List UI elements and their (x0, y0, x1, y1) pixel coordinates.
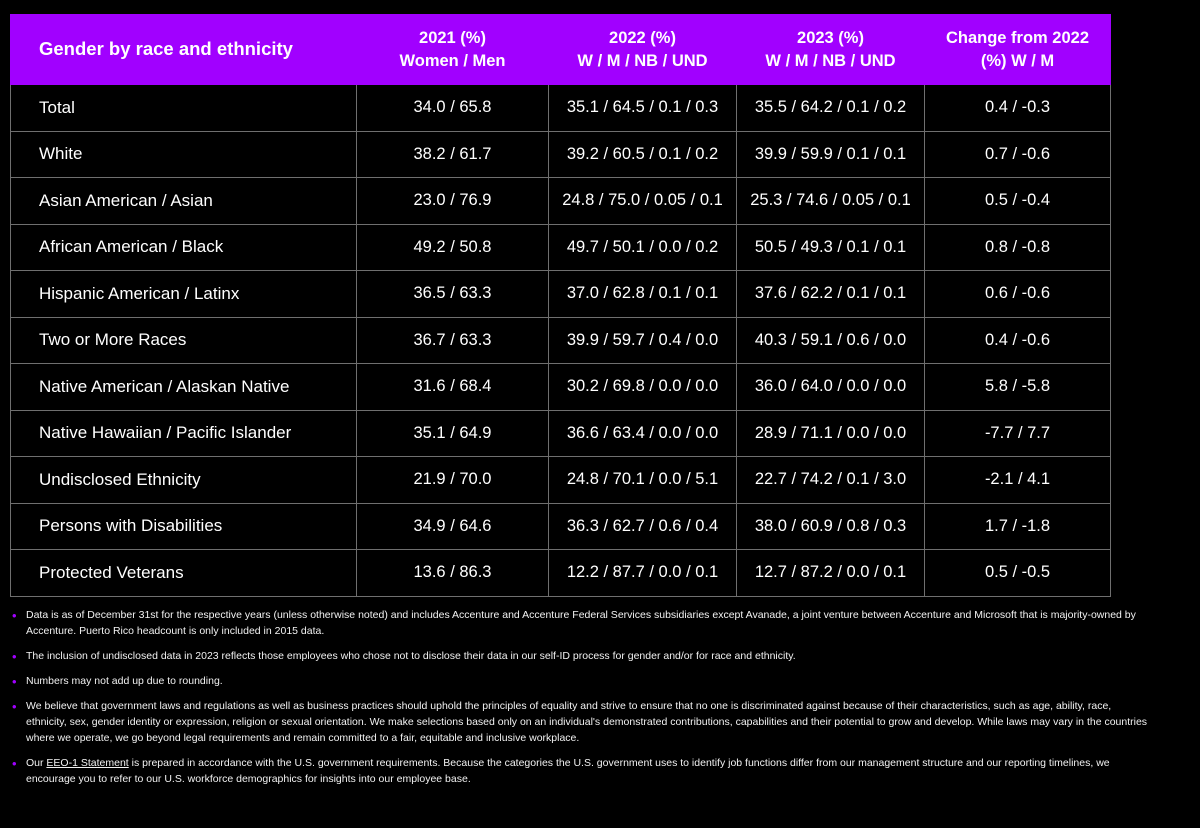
list-item (10, 608, 1170, 640)
table-body (11, 85, 1111, 597)
cell-2023: 39.9 / 59.9 / 0.1 / 0.1 (737, 131, 925, 178)
table-header-row (11, 15, 1111, 85)
row-label: Total (11, 85, 357, 132)
list-item (10, 674, 1170, 690)
table-row (11, 178, 1111, 225)
cell-change: 0.6 / -0.6 (925, 271, 1111, 318)
footnotes-list (10, 608, 1170, 797)
table-row (11, 271, 1111, 318)
cell-change: 0.5 / -0.4 (925, 178, 1111, 225)
column-header-change-line1: Change from 2022 (945, 29, 1090, 48)
list-item (10, 756, 1170, 788)
cell-2021: 34.9 / 64.6 (357, 503, 549, 550)
cell-2021: 38.2 / 61.7 (357, 131, 549, 178)
cell-change: 0.4 / -0.3 (925, 85, 1111, 132)
table-row (11, 224, 1111, 271)
cell-2021: 21.9 / 70.0 (357, 457, 549, 504)
cell-change: 0.7 / -0.6 (925, 131, 1111, 178)
table-row (11, 410, 1111, 457)
footnote-text: We believe that government laws and regulations as well as business practices should uphold the principles of equality and strive to ensure that no one is discriminated against because of their characteristics, such as age, ability, race, ethnicity, sex, gender identity or expression, religion or sexual orientation. We make selections based only on an individual's demonstrated contributions, capabilities and their potential to grow and develop. While laws may vary in the countries where we operate, we go beyond legal requirements and remain committed to a fair, equitable and inclusive workplace. (26, 700, 1148, 745)
row-label: Undisclosed Ethnicity (11, 457, 357, 504)
cell-2022: 24.8 / 75.0 / 0.05 / 0.1 (549, 178, 737, 225)
footnote-text: Data is as of December 31st for the respective years (unless otherwise noted) and includes Accenture and Accenture Federal Services subsidiaries except Avanade, a joint venture between Accenture and Microsoft that is majority-owned by Accenture. Puerto Rico headcount is only included in 2015 data. (26, 609, 1136, 637)
table-row (11, 131, 1111, 178)
cell-2022: 12.2 / 87.7 / 0.0 / 0.1 (549, 550, 737, 597)
footnote-prefix: Our (26, 757, 47, 770)
row-label: Native Hawaiian / Pacific Islander (11, 410, 357, 457)
list-item (10, 649, 1170, 665)
cell-2022: 39.9 / 59.7 / 0.4 / 0.0 (549, 317, 737, 364)
cell-2021: 35.1 / 64.9 (357, 410, 549, 457)
cell-change: 0.5 / -0.5 (925, 550, 1111, 597)
cell-2022: 30.2 / 69.8 / 0.0 / 0.0 (549, 364, 737, 411)
eeo1-statement-link[interactable]: EEO-1 Statement (46, 757, 129, 770)
column-header-change (925, 15, 1111, 85)
cell-2022: 36.3 / 62.7 / 0.6 / 0.4 (549, 503, 737, 550)
cell-2023: 40.3 / 59.1 / 0.6 / 0.0 (737, 317, 925, 364)
bullet-icon: • (12, 674, 17, 690)
cell-2022: 39.2 / 60.5 / 0.1 / 0.2 (549, 131, 737, 178)
footnote-text: Numbers may not add up due to rounding. (26, 675, 223, 688)
cell-2021: 36.5 / 63.3 (357, 271, 549, 318)
column-header-2023 (737, 15, 925, 85)
cell-2021: 36.7 / 63.3 (357, 317, 549, 364)
cell-2023: 28.9 / 71.1 / 0.0 / 0.0 (737, 410, 925, 457)
table-header (11, 15, 1111, 85)
column-header-2022 (549, 15, 737, 85)
footnote-text: The inclusion of undisclosed data in 2023 reflects those employees who chose not to disclose their data in our self-ID process for gender and/or for race and ethnicity. (26, 649, 796, 662)
cell-2022: 37.0 / 62.8 / 0.1 / 0.1 (549, 271, 737, 318)
column-header-2022-line2: W / M / NB / UND (577, 51, 708, 70)
column-header-category (11, 15, 357, 85)
cell-2021: 34.0 / 65.8 (357, 85, 549, 132)
column-header-2023-line2: W / M / NB / UND (765, 51, 896, 70)
row-label: Persons with Disabilities (11, 503, 357, 550)
bullet-icon: • (12, 608, 17, 623)
table-row (11, 364, 1111, 411)
list-item (10, 699, 1170, 747)
cell-change: 0.4 / -0.6 (925, 317, 1111, 364)
column-header-2022-line1: 2022 (%) (609, 29, 676, 48)
cell-change: -2.1 / 4.1 (925, 457, 1111, 504)
cell-2022: 36.6 / 63.4 / 0.0 / 0.0 (549, 410, 737, 457)
table-row (11, 550, 1111, 597)
cell-2023: 50.5 / 49.3 / 0.1 / 0.1 (737, 224, 925, 271)
cell-2022: 35.1 / 64.5 / 0.1 / 0.3 (549, 85, 737, 132)
footnote-suffix: is prepared in accordance with the U.S. government requirements. Because the categories the U.S. government uses to identify job functions differ from our management structure and our reporting timelines, we encourage you to refer to our U.S. workforce demographics for insights into our employee base. (26, 757, 1110, 786)
row-label: Protected Veterans (11, 550, 357, 597)
table-row (11, 85, 1111, 132)
row-label: Asian American / Asian (11, 178, 357, 225)
cell-2023: 12.7 / 87.2 / 0.0 / 0.1 (737, 550, 925, 597)
row-label: Two or More Races (11, 317, 357, 364)
bullet-icon: • (12, 756, 17, 772)
column-header-2021-line2: Women / Men (399, 51, 506, 70)
row-label: African American / Black (11, 224, 357, 271)
row-label: Hispanic American / Latinx (11, 271, 357, 318)
cell-2021: 31.6 / 68.4 (357, 364, 549, 411)
cell-2023: 25.3 / 74.6 / 0.05 / 0.1 (737, 178, 925, 225)
cell-2023: 22.7 / 74.2 / 0.1 / 3.0 (737, 457, 925, 504)
cell-change: 5.8 / -5.8 (925, 364, 1111, 411)
bullet-icon: • (12, 648, 17, 664)
cell-2022: 49.7 / 50.1 / 0.0 / 0.2 (549, 224, 737, 271)
column-header-change-line2: (%) W / M (980, 51, 1055, 70)
cell-2022: 24.8 / 70.1 / 0.0 / 5.1 (549, 457, 737, 504)
cell-2023: 36.0 / 64.0 / 0.0 / 0.0 (737, 364, 925, 411)
cell-2021: 13.6 / 86.3 (357, 550, 549, 597)
column-header-2021-line1: 2021 (%) (419, 29, 486, 48)
cell-2023: 35.5 / 64.2 / 0.1 / 0.2 (737, 85, 925, 132)
column-header-2023-line1: 2023 (%) (797, 29, 864, 48)
cell-2023: 37.6 / 62.2 / 0.1 / 0.1 (737, 271, 925, 318)
cell-2021: 23.0 / 76.9 (357, 178, 549, 225)
footnote-text-with-link (26, 756, 1170, 788)
gender-by-race-and-ethnicity-table (10, 14, 1111, 597)
table-row (11, 317, 1111, 364)
table-row (11, 503, 1111, 550)
cell-change: 0.8 / -0.8 (925, 224, 1111, 271)
column-header-category-line1: Gender by race and ethnicity (39, 38, 293, 60)
cell-change: -7.7 / 7.7 (925, 410, 1111, 457)
column-header-2021 (357, 15, 549, 85)
row-label: Native American / Alaskan Native (11, 364, 357, 411)
cell-2023: 38.0 / 60.9 / 0.8 / 0.3 (737, 503, 925, 550)
table-row (11, 457, 1111, 504)
row-label: White (11, 131, 357, 178)
cell-change: 1.7 / -1.8 (925, 503, 1111, 550)
bullet-icon: • (12, 699, 17, 715)
cell-2021: 49.2 / 50.8 (357, 224, 549, 271)
